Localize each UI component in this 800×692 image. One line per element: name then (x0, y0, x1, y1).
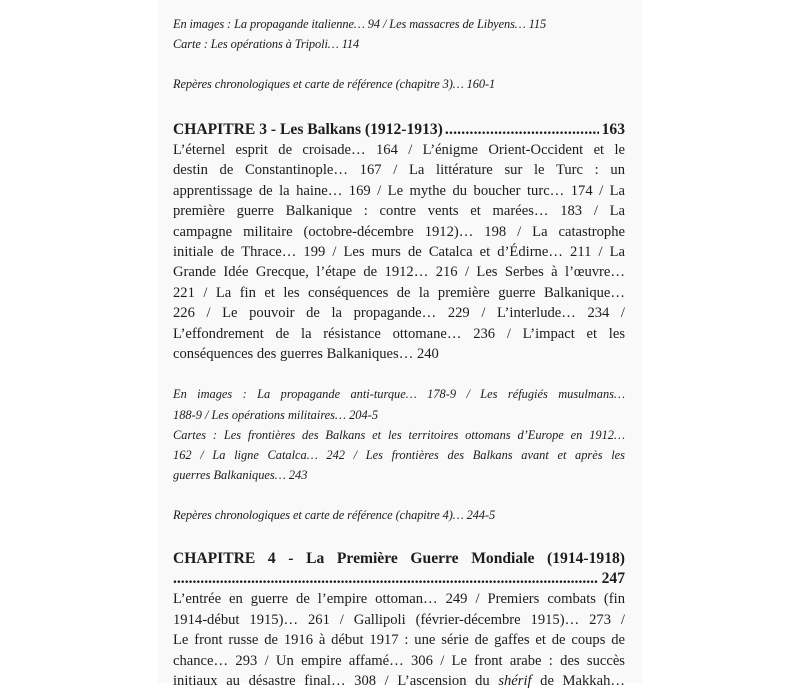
section-line (173, 671, 625, 691)
chapter-3-maps (173, 425, 625, 486)
reperes-entry-ch3 (173, 74, 625, 94)
section-line: Le front russe de 1916 à début 1917 : une série de gaffes et de coups de (173, 632, 625, 649)
section-text-italic: shérif (498, 673, 532, 690)
chapter-3-heading (173, 120, 625, 140)
section-line: destin de Constantinople… 167 / La littérature sur le Turc : un (173, 162, 625, 179)
section-line: 226 / Le pouvoir de la propagande… 229 / L’interlude… 234 / (173, 305, 625, 322)
section-line: apprentissage de la haine… 169 / Le mythe du boucher turc… 174 / La (173, 182, 625, 199)
section-line: L’éternel esprit de croisade… 164 / L’énigme Orient-Occident et le (173, 142, 625, 158)
dot-leader (445, 120, 599, 140)
section-line: 221 / La fin et les conséquences de la première guerre Balkanique… (173, 284, 625, 301)
reperes-text: Repères chronologiques et carte de référence (chapitre 3)… 160-1 (173, 77, 496, 91)
table-of-contents (173, 14, 625, 692)
section-line: campagne militaire (octobre-décembre 1912)… 198 / La catastrophe (173, 223, 625, 240)
section-line: initiale de Thrace… 199 / Les murs de Catalca et d’Édirne… 211 / La (173, 244, 625, 261)
maps-line: 162 / La ligne Catalca… 242 / Les frontières des Balkans avant et après les (173, 448, 625, 463)
section-text: de Makkah… (531, 673, 625, 690)
section-line: 1914-début 1915)… 261 / Gallipoli (février-décembre 1915)… 273 / (173, 611, 625, 628)
reperes-entry-ch4 (173, 505, 625, 525)
chapter-3-sections (173, 140, 625, 364)
map-entry: Carte : Les opérations à Tripoli… 114 (173, 37, 360, 51)
chapter-4-leader (173, 569, 625, 589)
chapter-3-images (173, 384, 625, 424)
images-entry: En images : La propagande italienne… 94 / Les massacres de Libyens… 115 (173, 17, 547, 31)
chapter-4-heading (173, 549, 625, 569)
prev-section-annexes (173, 14, 625, 54)
images-line: 188-9 / Les opérations militaires… 204-5 (173, 407, 379, 422)
maps-line: Cartes : Les frontières des Balkans et les territoires ottomans d’Europe en 1912… (173, 427, 625, 442)
maps-line: guerres Balkaniques… 243 (173, 468, 308, 483)
section-line: Grande Idée Grecque, l’étape de 1912… 216 / Les Serbes à l’œuvre… (173, 264, 625, 281)
chapter-4-sections (173, 589, 625, 691)
section-line: L’entrée en guerre de l’empire ottoman… 249 / Premiers combats (fin (173, 591, 625, 608)
reperes-text: Repères chronologiques et carte de référence (chapitre 4)… 244-5 (173, 508, 496, 523)
section-line: chance… 293 / Un empire affamé… 306 / Le front arabe : des succès (173, 652, 625, 669)
chapter-page-number: 163 (601, 121, 625, 138)
images-line: En images : La propagande anti-turque… 178-9 / Les réfugiés musulmans… (173, 387, 625, 402)
chapter-page-number: 247 (601, 570, 625, 588)
section-line: conséquences des guerres Balkaniques… 240 (173, 346, 439, 363)
chapter-title: CHAPITRE 4 - La Première Guerre Mondiale (1914-1918) (173, 550, 625, 568)
section-line: première guerre Balkanique : contre vents et marées… 183 / La (173, 203, 625, 220)
section-line: L’effondrement de la résistance ottomane… 236 / L’impact et les (173, 325, 625, 342)
section-text: initiaux au désastre final… 308 / L’ascension du (173, 673, 499, 690)
dot-leader (173, 569, 598, 589)
chapter-title: CHAPITRE 3 - Les Balkans (1912-1913) (173, 121, 443, 138)
